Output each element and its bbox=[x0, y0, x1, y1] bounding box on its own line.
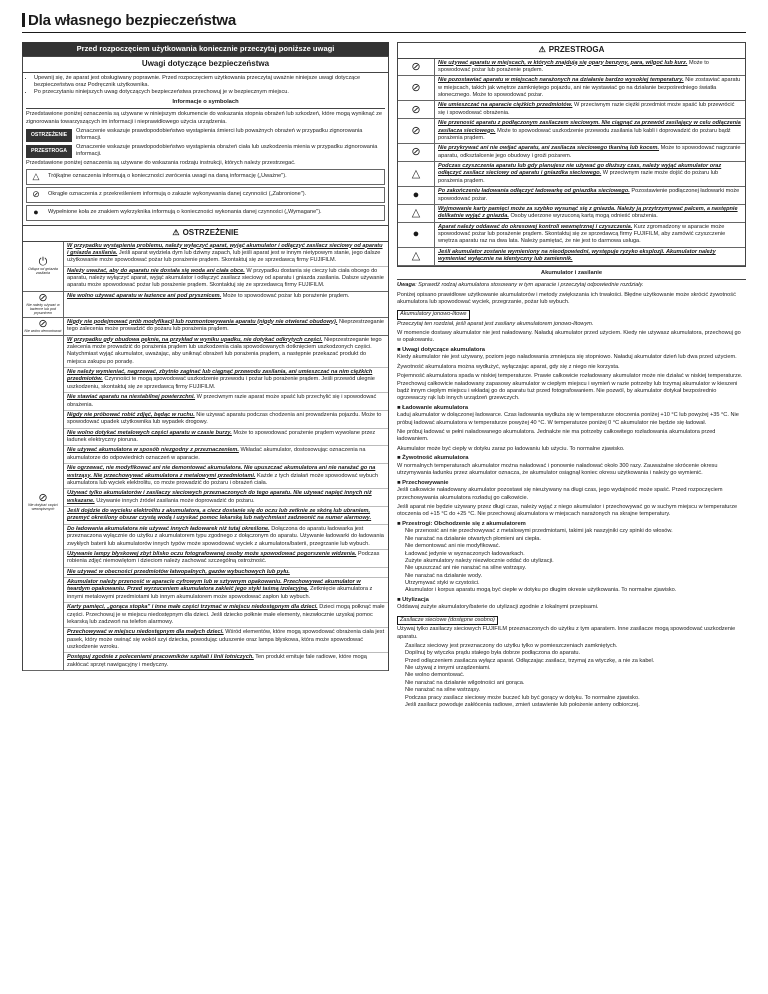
divider bbox=[397, 279, 746, 280]
warning-group-icon-cell bbox=[23, 292, 63, 317]
prohibited-icon: ⊘ bbox=[411, 146, 421, 159]
prohibited-icon: ⊘ bbox=[411, 124, 421, 137]
battery-section-text: Pojemność akumulatora spada w niskiej temperaturze. Prawie całkowicie rozładowany akumulator może nie działać w niskiej temperaturze. Przechowuj całkowicie naładowany zapasowy akumulator w ciepłym miejscu i wymień w razie potrzeby lub trzymaj akumulator w kieszeni bądź innym ciepłym miejscu i wkładaj go do aparatu tuż przed fotografowaniem. Nie pozwól, by akumulator dotykał bezpośrednio ogrzewaczy rąk lub innych urządzeń grzewczych. bbox=[397, 373, 743, 402]
caution-bold: Nie pozostawiać aparatu w miejscach narażonych na działanie bardzo wysokiej temperatury. bbox=[438, 77, 684, 84]
caution-text bbox=[434, 162, 745, 186]
ac-adapter-tag: Zasilacze sieciowe (dostępne osobno) bbox=[397, 616, 498, 625]
warning-item-bold: Do ładowania akumulatora nie używać innych ładowarek niż tutaj określone. bbox=[67, 525, 270, 532]
caution-rest: W przeciwnym razie ciężki przedmiot może spaść lub przewrócić się i spowodować obrażenia. bbox=[438, 102, 735, 116]
warning-item-text: Jeśli aparat wydziela dym lub dziwny zapach, lub jeśli aparat jest w innym nietypowym stanie, jego dalsze użytkowanie może spowodować pożar lub porażenie prądem. Skontaktuj się ze sprzedawcą firmy FUJIFILM. bbox=[67, 249, 381, 264]
warning-item-bold: Używać tylko akumulatorów i zasilaczy sieciowych przeznaczonych do tego aparatu. Nie używać napięć innych niż wskazane. bbox=[67, 490, 372, 504]
warning-item bbox=[64, 393, 388, 411]
li-ion-delivery: W momencie dostawy akumulator nie jest naładowany. Naładuj akumulator przed użyciem. Kiedy nie używasz akumulatora, przechowuj go w opakowaniu. bbox=[397, 330, 741, 344]
icon-caption: Nie dotykać części wewnętrznych bbox=[28, 503, 58, 512]
caution-box bbox=[397, 42, 746, 267]
warning-item-bold: Jeśli dojdzie do wycieku elektrolitu z akumulatora, a ciecz dostanie się do oczu lub zetknie ze skórą lub ubraniem, przemyć określony obszar czystą wodą i uzyskać pomoc lekarską lub natychmiast zadzwonić na numer alarmowy. bbox=[67, 508, 372, 522]
warning-item-text: Nie używać aparatu podczas chodzenia ani prowadzenia pojazdu. Może to spowodować upadek użytkownika lub wypadek drogowy. bbox=[67, 411, 382, 426]
warning-item bbox=[64, 507, 388, 525]
symbol-row bbox=[26, 169, 385, 185]
caution-row bbox=[398, 205, 745, 223]
warning-triangle-icon: △ bbox=[32, 171, 40, 182]
caution-rest: Może to spowodować pożar lub porażenie prądem. bbox=[438, 59, 709, 73]
warning-items bbox=[63, 336, 388, 671]
warning-item-text: Czynności te mogą spowodować uszkodzenie przewodu i pożar lub porażenie prądem. Jeśli przewód ulegnie uszkodzeniu, skontaktuj się ze sprzedawcą firmy FUJIFILM. bbox=[67, 376, 375, 390]
warning-triangle-icon: △ bbox=[411, 167, 421, 180]
handling-item: • Nie narażać na działanie otwartych płomieni ani ciepła. bbox=[405, 536, 746, 543]
warning-item bbox=[64, 568, 388, 578]
warning-item bbox=[64, 368, 388, 393]
caution-text bbox=[434, 187, 745, 204]
caution-bold: Aparat należy oddawać do okresowej kontroli wewnętrznej i czyszczenia. bbox=[438, 223, 633, 230]
symbols-intro-2: Przedstawione poniżej oznaczenia są używane do wskazania rodzaju instrukcji, których należy przestrzegać. bbox=[26, 159, 296, 166]
warning-item-bold: Nigdy nie podejmować prób modyfikacji lub rozmontowywania aparatu (nigdy nie otwierać obudowy). bbox=[67, 318, 338, 325]
caution-row bbox=[398, 223, 745, 248]
warning-sign-label: OSTRZEŻENIE bbox=[26, 129, 72, 142]
battery-heading: Akumulator i zasilanie bbox=[540, 269, 603, 276]
battery-section-heading: ■ Ładowanie akumulatora bbox=[397, 405, 746, 413]
symbol-text: Trójkątne oznaczenia informują o konieczności zwrócenia uwagi na daną informację („Uważne"). bbox=[48, 173, 287, 180]
battery-section-text: Akumulator może być ciepły w dotyku zaraz po ładowaniu lub użyciu. To normalne zjawisko. bbox=[397, 445, 625, 452]
warning-item bbox=[64, 550, 388, 568]
warning-item-bold: Nie wolno używać aparatu w łazience ani pod prysznicem. bbox=[67, 292, 222, 299]
caution-row bbox=[398, 59, 745, 77]
caution-rest: Nie zostawiać aparatu w miejscach, takich jak wnętrze zamkniętego pojazdu, ani nie wystawiać go na działanie bezpośredniego światła słonecznego. Może to spowodować pożar. bbox=[438, 77, 741, 99]
li-ion-note: Przeczytaj ten rozdział, jeśli aparat jest zasilany akumulatorem jonowo-litowym. bbox=[397, 320, 594, 327]
caution-text bbox=[434, 248, 745, 265]
li-ion-tag: Akumulatory jonowo-litowe bbox=[397, 310, 470, 319]
caution-bold: Nie umieszczać na aparacie ciężkich przedmiotów. bbox=[438, 102, 573, 109]
warning-group bbox=[23, 318, 388, 336]
caution-heading-text: PRZESTROGA bbox=[548, 45, 605, 54]
adapter-item: • Jeśli zasilacz powoduje zakłócenia radiowe, zmień ustawienie lub położenie anteny odbiorczej. bbox=[405, 702, 746, 709]
warning-item-bold: Nigdy nie próbować robić zdjęć, będąc w ruchu. bbox=[67, 411, 195, 418]
warning-item bbox=[64, 603, 388, 628]
divider bbox=[26, 108, 385, 109]
warning-item-bold: Postępuj zgodnie z poleceniami pracowników szpitali i linii lotniczych. bbox=[67, 654, 254, 661]
caution-row bbox=[398, 248, 745, 266]
prohibited-icon: ⊘ bbox=[411, 82, 421, 95]
battery-section-text: Ładuj akumulator w dołączonej ładowarce. Czas ładowania wydłuża się w temperaturze otoczenia poniżej +10 °C lub powyżej +35 °C. Nie próbuj ładować akumulatora w temperaturze powyżej 40 °C. W temperaturze poniżej 0 °C akumulator nie będzie się ładował. bbox=[397, 412, 739, 426]
warning-item-text: Wkładać akumulator, dostosowując oznaczenia na akumulatorze do odpowiednich oznaczeń w aparacie. bbox=[67, 447, 366, 461]
warning-items bbox=[63, 292, 388, 317]
warning-item-text: Dołączona do aparatu ładowarka jest przeznaczona wyłącznie do użytku z akumulatorem typu zgodnego z dołączonym do aparatu. Używanie ładowarki do ładowania zwykłych baterii lub akumulatorów innych typów może spowodować wyciek z akumulatora/baterii, przegrzanie lub wybuch. bbox=[67, 525, 384, 547]
battery-section-heading: ■ Przestrogi: Obchodzenie się z akumulatorem bbox=[397, 521, 746, 529]
caution-row bbox=[398, 144, 745, 162]
caution-text bbox=[434, 76, 745, 100]
warning-item-bold: Nie wolno dotykać metalowych części aparatu w czasie burzy. bbox=[67, 429, 232, 436]
safety-notes-box bbox=[22, 56, 389, 671]
warning-item bbox=[64, 318, 388, 335]
warning-item-text: Może to spowodować pożar lub porażenie prądem. bbox=[221, 292, 350, 299]
battery-section-text: W normalnych temperaturach akumulator można naładować i ponownie naładować około 300 razy. Zauważalne skrócenie okresu utrzymywania ładunku przez akumulator oznacza, że akumulator osiągnął koniec okresu użytkowania i należy go wymienić. bbox=[397, 462, 718, 477]
warning-group bbox=[23, 336, 388, 672]
caution-row bbox=[398, 162, 745, 187]
warning-item-bold: Nie ogrzewać, nie modyfikować ani nie demontować akumulatora. Nie upuszczać akumulatora ani nie narażać go na wstrząsy. Nie przechowywać akumulatora z metalowymi przedmiotami. bbox=[67, 465, 376, 479]
warning-group-icon-cell bbox=[23, 336, 63, 671]
icon-caption: Odłącz od gniazda zasilania bbox=[28, 266, 58, 275]
battery-section-text: Nie próbuj ładować w pełni naładowanego akumulatora. Jednakże nie ma potrzeby całkowitego rozładowania akumulatora przed ładowaniem. bbox=[397, 429, 716, 443]
handling-item: • Ładować jedynie w wyznaczonych ładowarkach. bbox=[405, 551, 746, 558]
mandatory-icon: ● bbox=[33, 207, 39, 218]
mandatory-icon: ● bbox=[412, 189, 420, 202]
warning-item-bold: Nie należy wymieniać, nagrzewać, zbytnio zaginać lub ciągnąć przewodu zasilania, ani umieszczać na nim ciężkich przedmiotów. bbox=[67, 369, 373, 383]
warning-items bbox=[63, 242, 388, 291]
warning-item-bold: Używanie lampy błyskowej zbyt blisko oczu fotografowanej osoby może spowodować pogorszenie widzenia. bbox=[67, 550, 357, 557]
caution-bold: Nie przykrywać ani nie owijać aparatu, ani zasilacza sieciowego tkaniną lub kocem. bbox=[438, 145, 660, 152]
warning-item bbox=[64, 653, 388, 670]
sign-row-caution bbox=[26, 144, 385, 159]
battery-section-heading: ■ Przechowywanie bbox=[397, 480, 746, 488]
warning-item-bold: Nie używać w obecności przedmiotów łatwopalnych, gazów wybuchowych lub pyłu. bbox=[67, 568, 290, 575]
caution-rest: Pozostawienie podłączonej ładowarki może spowodować pożar. bbox=[438, 188, 740, 202]
warning-item bbox=[64, 446, 388, 464]
adapter-list bbox=[397, 643, 746, 709]
caution-bold: Nie przenosić aparatu z podłączonym zasilaczem sieciowym. Nie ciągnąć za przewód zasilający w celu odłączenia zasilacza sieciowego. bbox=[438, 120, 741, 134]
warning-item bbox=[64, 292, 388, 301]
adapter-item: • Podczas pracy zasilacz sieciowy może buczeć lub być gorący w dotyku. To normalne zjawisko. bbox=[405, 695, 746, 702]
caution-list bbox=[398, 59, 745, 266]
warning-item-bold: W przypadku wystąpienia problemu, należy wyłączyć aparat, wyjąć akumulator i odłączyć zasilacz sieciowy od aparatu i gniazda zasilania. bbox=[67, 242, 383, 256]
caution-rest: Kurz zgromadzony w aparacie może spowodować pożar lub porażenie prądem. Skontaktuj się ze sprzedawcą firmy FUJIFILM, aby zamówić czyszczenie wnętrza aparatu raz na dwa lata. Należy pamiętać, że nie jest to darmowa usługa. bbox=[438, 223, 726, 245]
symbol-row bbox=[26, 205, 385, 221]
battery-section-text: Żywotność akumulatora można wydłużyć, wyłączając aparat, gdy się z niego nie korzysta. bbox=[397, 363, 620, 370]
caution-text bbox=[434, 205, 745, 222]
caution-row bbox=[398, 187, 745, 205]
adapter-item: • Nie narażać na działanie wilgotności ani gorąca. bbox=[405, 680, 746, 687]
handling-list bbox=[397, 528, 746, 594]
warning-triangle-icon: △ bbox=[411, 207, 421, 220]
warning-item-text: Nieprzestrzeganie tego zalecenia może prowadzić do porażenia prądem lub uszkodzenia ciała spowodowanych dotknięciem uszkodzonych części. Natychmiast wyjąć akumulator, uważając, aby uniknąć obrażeń lub porażenia prądem, a następnie przekazać produkt do miejsca zakupu po poradę. bbox=[67, 336, 382, 365]
handling-item: • Nie przenosić ani nie przechowywać z metalowymi przedmiotami, takimi jak naszyjniki czy spinki do włosów. bbox=[405, 528, 746, 535]
handling-item: • Nie demontować ani nie modyfikować. bbox=[405, 543, 746, 550]
warning-item-bold: Nie używać akumulatora w sposób niezgodny z przeznaczeniem. bbox=[67, 447, 239, 454]
utilization-text: Oddawaj zużyte akumulatory/baterie do utylizacji zgodnie z lokalnymi przepisami. bbox=[397, 604, 599, 611]
caution-text bbox=[434, 101, 745, 118]
caution-rest: Może to spowodować nagrzanie aparatu, odkształcenie jego obudowy i groźi pożarem. bbox=[438, 145, 741, 159]
prohibited-icon: ⊘ bbox=[411, 103, 421, 116]
adapter-item: • Dopilnuj by wtyczka prądu stałego była dobrze podłączona do aparatu. bbox=[405, 650, 746, 657]
page-title: Dla własnego bezpieczeństwa bbox=[22, 11, 236, 31]
warning-item-text: Nieprzestrzeganie tego zalecenia może prowadzić do pożaru lub porażenia prądem. bbox=[67, 318, 385, 332]
caution-bold: Po zakończeniu ładowania odłączyć ładowarkę od gniazdka sieciowego. bbox=[438, 188, 630, 195]
caution-row bbox=[398, 101, 745, 119]
warning-item-text: Ten produkt emituje fale radiowe, które mogą zakłócać sprzęt nawigacyjny i medyczny. bbox=[67, 654, 367, 668]
warning-item bbox=[64, 411, 388, 429]
warning-items bbox=[63, 318, 388, 335]
warning-item-text: Używanie innych źródeł zasilania może doprowadzić do pożaru. bbox=[94, 497, 255, 504]
sign-row-warning bbox=[26, 128, 385, 143]
prohibited-icon: ⊘ bbox=[411, 60, 421, 73]
warning-sign-text: Oznaczenie wskazuje prawdopodobieństwo wystąpienia śmierci lub poważnych obrażeń w przypadku zignorowania informacji. bbox=[76, 128, 363, 142]
handling-item: • Akumulator i korpus aparatu mogą być ciepłe w dotyku po długim okresie użytkowania. To normalne zjawisko. bbox=[405, 587, 746, 594]
battery-section-heading: ■ Żywotność akumulatora bbox=[397, 455, 746, 463]
warning-triangle-icon: △ bbox=[411, 249, 421, 262]
battery-sections bbox=[397, 347, 746, 529]
no-disassemble-icon: ⊘ bbox=[38, 317, 48, 330]
symbol-text: Wypełnione koła ze znakiem wykrzyknika informują o konieczności wykonania danej czynności („Wymagane"). bbox=[48, 209, 322, 216]
warning-item-text: Dzieci mogą połknąć małe części. Przechowuj je w miejscu niedostępnym dla dzieci. Jeśli dziecko połknie małe elementy, niezwłocznie uzyskaj pomoc lekarską lub zadzwoń na telefon alarmowy. bbox=[67, 604, 385, 625]
mandatory-icon: ● bbox=[412, 228, 420, 241]
symbol-row bbox=[26, 187, 385, 203]
battery-section-text: Jeśli całkowicie naładowany akumulator pozostawi się nieużywany na długi czas, jego wydajność może spaść. Przed rozpoczęciem przechowywania akumulatora rozładuj go całkowicie. bbox=[397, 487, 723, 501]
warning-item-text: W przeciwnym razie aparat może spaść lub przechylić się i spowodować obrażenia. bbox=[67, 394, 377, 408]
warning-item bbox=[64, 242, 388, 267]
warning-item-text: Zetknięcie akumulatora z innymi metalowymi przedmiotami lub innym akumulatorem może spowodować zapłon lub wybuch. bbox=[67, 586, 373, 600]
warning-group-icon-cell bbox=[23, 242, 63, 291]
no-bathroom-icon: ⊘ bbox=[38, 291, 48, 304]
icon-caption: Nie wolno demontować bbox=[24, 328, 62, 333]
caution-sign-text: Oznaczenie wskazuje prawdopodobieństwo wystąpienia obrażeń ciała lub uszkodzenia mienia w przypadku zignorowania informacji. bbox=[76, 143, 378, 158]
read-first-banner: Przed rozpoczęciem użytkowania koniecznie przeczytaj poniższe uwagi bbox=[22, 42, 389, 56]
right-column bbox=[397, 42, 746, 982]
warning-item-bold: Akumulator należy przenosić w aparacie cyfrowym lub w sztywnym opakowaniu. Przechowywać akumulator w twardym opakowaniu. Przed wyrzuceniem akumulatora zakleić jego styki taśmą izolacyjną. bbox=[67, 579, 361, 593]
warning-triangle-icon: ⚠ bbox=[538, 45, 546, 54]
warning-item-text: Każde z tych działań może spowodować wybuch akumulatora lub wyciek elektrolitu, co może prowadzić do pożaru i obrażeń ciała. bbox=[67, 472, 379, 486]
caution-heading bbox=[398, 43, 745, 59]
adapter-item: • Nie wolno demontować. bbox=[405, 672, 746, 679]
title-divider bbox=[22, 32, 746, 33]
symbol-text: Okrągłe oznaczenia z przekreśleniem informują o zakazie wykonywania danej czynności („Zabronione"). bbox=[48, 191, 307, 198]
battery-section-text: Jeśli aparat nie będzie używany przez długi czas, należy wyjąć z niego akumulator i przechowywać go w suchym miejscu w temperaturze otoczenia od +15 °C do +25 °C. Nie przechowuj akumulatora w miejscach narażonych na skrajne temperatury. bbox=[397, 504, 738, 518]
warning-item bbox=[64, 489, 388, 507]
warning-item bbox=[64, 464, 388, 489]
symbols-heading: Informacje o symbolach bbox=[172, 98, 239, 105]
symbols-intro: Przedstawione poniżej oznaczenia są używane w niniejszym dokumencie do wskazania stopnia obrażeń lub szkodzeń, które mogą wyniknąć ze zignorowania towarzyszących im informacji i nieprawidłowego użycia urządzenia. bbox=[26, 111, 383, 125]
caution-text bbox=[434, 223, 745, 247]
battery-note bbox=[397, 282, 746, 289]
unplug-icon: ⏻ bbox=[38, 255, 48, 268]
handling-item: • Utrzymywać styki w czystości. bbox=[405, 580, 746, 587]
handling-item: • Nie narażać na działanie wody. bbox=[405, 573, 746, 580]
battery-section-heading: ■ Uwagi dotyczące akumulatora bbox=[397, 347, 746, 355]
warning-heading bbox=[23, 226, 388, 242]
warning-item bbox=[64, 628, 388, 653]
warning-item bbox=[64, 267, 388, 291]
safety-notes-heading: Uwagi dotyczące bezpieczeństwa bbox=[23, 57, 388, 73]
warning-triangle-icon: ⚠ bbox=[172, 227, 180, 237]
warning-item-text: W przypadku dostania się cieczy lub ciała obcego do aparatu, należy wyłączyć aparat, wyjąć akumulator i odłączyć zasilacz sieciowy od aparatu i gniazda zasilania. Dalsze używanie aparatu może spowodować pożar lub porażenie prądem. Skontaktuj się ze sprzedawcą firmy FUJIFILM. bbox=[67, 267, 384, 289]
note-label: Uwaga bbox=[397, 282, 416, 289]
adapter-item: • Zasilacz sieciowy jest przeznaczony do użytku tylko w pomieszczeniach zamkniętych. bbox=[405, 643, 746, 650]
caution-row bbox=[398, 119, 745, 144]
no-touch-icon: ⊘ bbox=[38, 492, 48, 505]
warning-group-icon-cell bbox=[23, 318, 63, 335]
caution-bold: Wyjmowanie karty pamięci może za szybko wysunąć się z gniazda. Należy ją przytrzymywać palcem, a następnie delikatnie wyjąć z gniazda. bbox=[438, 205, 738, 220]
caution-text bbox=[434, 119, 745, 143]
caution-text bbox=[434, 144, 745, 161]
safety-notes-list bbox=[26, 75, 385, 97]
adapter-item: • Nie używaj z innymi urządzeniami. bbox=[405, 665, 746, 672]
caution-bold: Podczas czyszczenia aparatu lub gdy planujesz nie używać go dłuższy czas, należy wyjąć akumulator oraz odłączyć zasilacz sieciowy od aparatu i gniazdka sieciowego. bbox=[438, 163, 722, 177]
warning-item-bold: Nie stawiać aparatu na niestabilnej powierzchni. bbox=[67, 394, 196, 401]
warning-item bbox=[64, 525, 388, 550]
caution-text bbox=[434, 59, 745, 76]
adapter-item: • Przed odłączeniem zasilacza wyłącz aparat. Odłączając zasilacz, trzymaj za wtyczkę, a nie za kabel. bbox=[405, 658, 746, 665]
warning-heading-text: OSTRZEŻENIE bbox=[182, 227, 239, 237]
left-column bbox=[22, 42, 389, 982]
warning-item bbox=[64, 336, 388, 369]
safety-note: • Upewnij się, że aparat jest obsługiwany poprawnie. Przed rozpoczęciem użytkowania przeczytaj uważnie niniejsze uwagi dotyczące bezpieczeństwa oraz Podręcznik użytkownika. bbox=[34, 75, 385, 90]
caution-bold: Nie używać aparatu w miejscach, w których znajdują się opary benzyny, para, wilgoć lub kurz. bbox=[438, 59, 688, 66]
adapter-item: • Nie narażać na silne wstrząsy. bbox=[405, 687, 746, 694]
caution-rest: Może to spowodować uszkodzenie przewodu zasilania lub kabli i doprowadzić do pożaru bądź porażenia prądem. bbox=[438, 127, 731, 141]
utilization-heading: ■ Utylizacja bbox=[397, 597, 746, 605]
warning-group bbox=[23, 242, 388, 292]
warning-item bbox=[64, 578, 388, 603]
battery-intro: Poniżej opisano prawidłowe użytkowanie akumulatorów i metody zwiększania ich trwałości. Błędne użytkowanie może skrócić żywotność akumulatora lub spowodować wyciek, przegrzanie, pożar lub wybuch. bbox=[397, 291, 736, 305]
caution-rest: Osoby uderzone wyrzuconą kartą mogą odnieść obrażenia. bbox=[508, 213, 658, 220]
caution-rest: W przeciwnym razie może dojść do pożaru lub porażenia prądem. bbox=[438, 170, 719, 184]
warning-item-bold: W przypadku gdy obudowa pęknie, na przykład w wyniku upadku, nie dotykać odkrytych części. bbox=[67, 336, 323, 343]
note-text: : Sprawdź rodzaj akumulatora stosowany w tym aparacie i przeczytaj odpowiednie rozdziały. bbox=[415, 282, 644, 289]
warning-list bbox=[23, 242, 388, 672]
warning-item-text: Wśród elementów, które mogą spowodować obrażenia ciała jest pasek, który może owinąć się wokół szyi dziecka, powodując uduszenie oraz lampa błyskowa, która może spowodować uszkodzenie wzroku. bbox=[67, 629, 385, 651]
caution-row bbox=[398, 76, 745, 101]
warning-item-text: Może to spowodować porażenie prądem wywołane przez ładunek elektryczny pioruna. bbox=[67, 429, 376, 444]
safety-note: • Po przeczytaniu niniejszych uwag dotyczących bezpieczeństwa przechowuj je w bezpiecznym miejscu. bbox=[34, 89, 385, 96]
warning-item-bold: Przechowywać w miejscu niedostępnym dla małych dzieci. bbox=[67, 629, 224, 636]
handling-item: • Zużyte akumulatory należy niezwłocznie oddać do utylizacji. bbox=[405, 558, 746, 565]
warning-section bbox=[23, 225, 388, 671]
warning-group bbox=[23, 292, 388, 318]
handling-item: • Nie upuszczać ani nie narażać na silne wstrząsy. bbox=[405, 565, 746, 572]
prohibited-icon: ⊘ bbox=[32, 189, 40, 200]
battery-section-text: Kiedy akumulator nie jest używany, poziom jego naładowania zmniejsza się stopniowo. Naładuj akumulator dzień lub dwa przed użyciem. bbox=[397, 354, 737, 361]
warning-item-bold: Karty pamięci, „gorąca stopka" i inne małe części trzymać w miejscu niedostępnym dla dzieci. bbox=[67, 604, 318, 611]
icon-caption: Nie należy używać w łazience lub pod prysznicem bbox=[26, 302, 60, 315]
caution-sign-label: PRZESTROGA bbox=[26, 145, 72, 158]
ac-adapter-intro: Używaj tylko zasilaczy sieciowych FUJIFILM przeznaczonych do użytku z tym aparatem. Inne zasilacze mogą spowodować uszkodzenie aparatu. bbox=[397, 626, 736, 640]
caution-bold: Jeśli akumulator zostanie wymieniony na nieodpowiedni, występuje ryzyko eksplozji. Akumulator należy wymieniać wyłącznie na identyczny lub zamiennik. bbox=[438, 248, 716, 263]
warning-item-text: Podczas robienia zdjęć niemowlętom i dzieciom należy zachować szczególną ostrożność. bbox=[67, 550, 380, 565]
warning-item-bold: Należy uważać, aby do aparatu nie dostała się woda ani ciała obce. bbox=[67, 267, 245, 274]
warning-item bbox=[64, 429, 388, 447]
